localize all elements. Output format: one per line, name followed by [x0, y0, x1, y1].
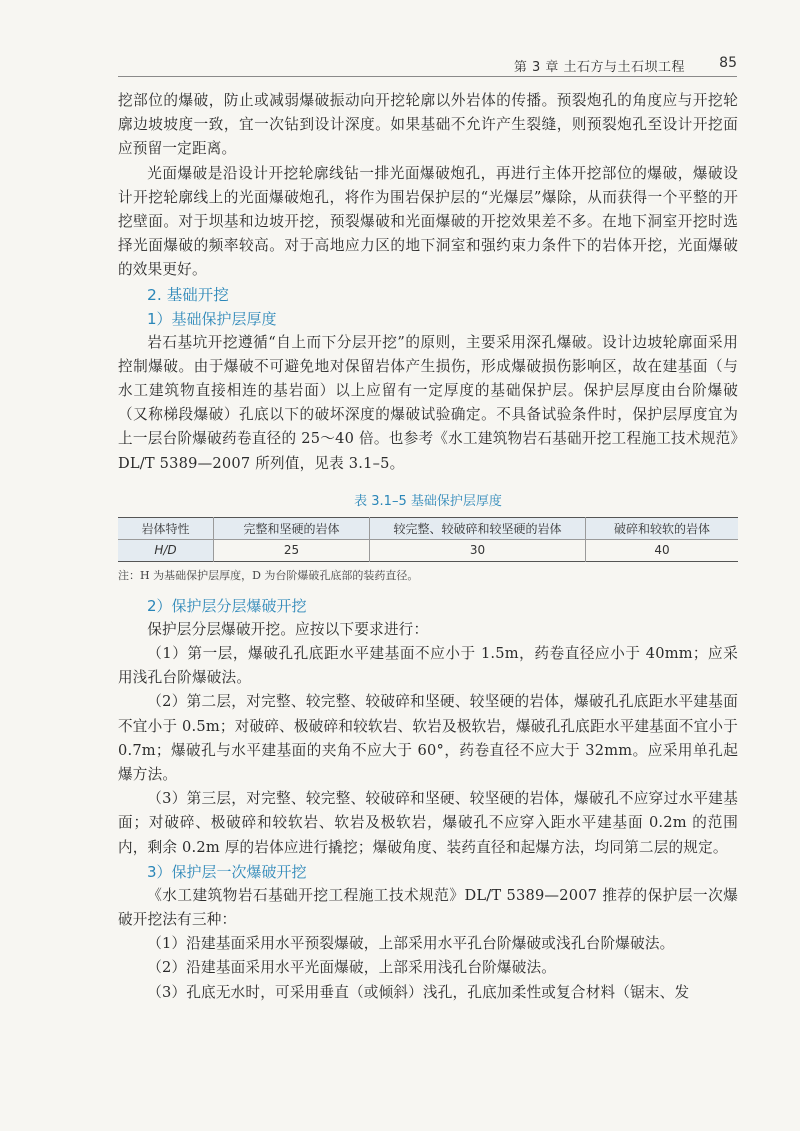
table-header-row	[118, 517, 738, 539]
table-header-cell: 完整和坚硬的岩体	[214, 517, 370, 539]
subsection-heading: 3）保护层一次爆破开挖	[147, 862, 307, 881]
list-item: （1）第一层，爆破孔孔底距水平建基面不应小于 1.5m，药卷直径应小于 40mm；应采用浅孔台阶爆破法。	[118, 645, 738, 687]
table-row-label: H/D	[118, 539, 214, 561]
chapter-title: 第 3 章 土石方与土石坝工程	[513, 60, 685, 75]
list-item: （2）沿建基面采用水平光面爆破，上部采用浅孔台阶爆破法。	[147, 959, 557, 977]
paragraph: 《水工建筑物岩石基础开挖工程施工技术规范》DL/T 5389—2007 推荐的保护层一次爆破开挖法有三种：	[118, 886, 738, 929]
main-text	[118, 89, 738, 1005]
table-header-cell: 破碎和较软的岩体	[586, 517, 739, 539]
subsection-heading: 1）基础保护层厚度	[147, 309, 277, 328]
running-header	[118, 50, 737, 77]
subsection-heading: 2）保护层分层爆破开挖	[147, 596, 307, 615]
list-item: （2）第二层，对完整、较完整、较破碎和坚硬、较坚硬的岩体，爆破孔孔底距水平建基面不宜小于 0.5m；对破碎、极破碎和较软岩、软岩及极软岩，爆破孔孔底距水平建基面不宜小于 0.7m；爆破孔与水平建基面的夹角不应大于 60°，药卷直径不应大于 32mm。应采用单孔起爆方法。	[118, 693, 738, 784]
section-heading: 2. 基础开挖	[147, 285, 229, 304]
table-row	[118, 539, 738, 561]
table-cell: 40	[586, 539, 739, 561]
page-number: 85	[719, 55, 737, 71]
table-title: 表 3.1–5 基础保护层厚度	[354, 493, 502, 509]
table-cell: 30	[370, 539, 586, 561]
paragraph: 光面爆破是沿设计开挖轮廓线钻一排光面爆破炮孔，再进行主体开挖部位的爆破，爆破设计开挖轮廓线上的光面爆破炮孔，将作为围岩保护层的“光爆层”爆除，从而获得一个平整的开挖壁面。对于坝基和边坡开挖，预裂爆破和光面爆破的开挖效果差不多。在地下洞室开挖时选择光面爆破的频率较高。对于高地应力区的地下洞室和强约束力条件下的岩体开挖，光面爆破的效果更好。	[118, 164, 738, 279]
paragraph: 挖部位的爆破，防止或减弱爆破振动向开挖轮廓以外岩体的传播。预裂炮孔的角度应与开挖轮廓边坡坡度一致，宜一次钻到设计深度。如果基础不允许产生裂缝，则预裂炮孔至设计开挖面应预留一定距离。	[118, 92, 738, 158]
table-header-cell: 较完整、较破碎和较坚硬的岩体	[370, 517, 586, 539]
list-item: （3）孔底无水时，可采用垂直（或倾斜）浅孔，孔底加柔性或复合材料（锯末、发	[147, 983, 690, 1001]
table-note: 注：H 为基础保护层厚度，D 为台阶爆破孔底部的装药直径。	[118, 568, 419, 582]
list-item: （1）沿建基面采用水平预裂爆破，上部采用水平孔台阶爆破或浅孔台阶爆破法。	[147, 935, 675, 953]
table-cell: 25	[214, 539, 370, 561]
paragraph: 岩石基坑开挖遵循“自上而下分层开挖”的原则，主要采用深孔爆破。设计边坡轮廓面采用控制爆破。由于爆破不可避免地对保留岩体产生损伤，形成爆破损伤影响区，故在建基面（与水工建筑物直接相连的基岩面）以上应留有一定厚度的基础保护层。保护层厚度由台阶爆破（又称梯段爆破）孔底以下的破坏深度的爆破试验确定。不具备试验条件时，保护层厚度宜为上一层台阶爆破药卷直径的 25～40 倍。也参考《水工建筑物岩石基础开挖工程施工技术规范》DL/T 5389—2007 所列值，见表 3.1–5。	[118, 333, 738, 472]
protection-layer-table	[118, 517, 738, 562]
paragraph: 保护层分层爆破开挖。应按以下要求进行：	[147, 620, 429, 638]
table-header-cell: 岩体特性	[118, 517, 214, 539]
list-item: （3）第三层，对完整、较完整、较破碎和坚硬、较坚硬的岩体，爆破孔不应穿过水平建基面；对破碎、极破碎和较软岩、软岩及极软岩，爆破孔不应穿入距水平建基面 0.2m 的范围内，剩余 0.2m 厚的岩体应进行撬挖；爆破角度、装药直径和起爆方法，均同第二层的规定。	[118, 790, 738, 856]
